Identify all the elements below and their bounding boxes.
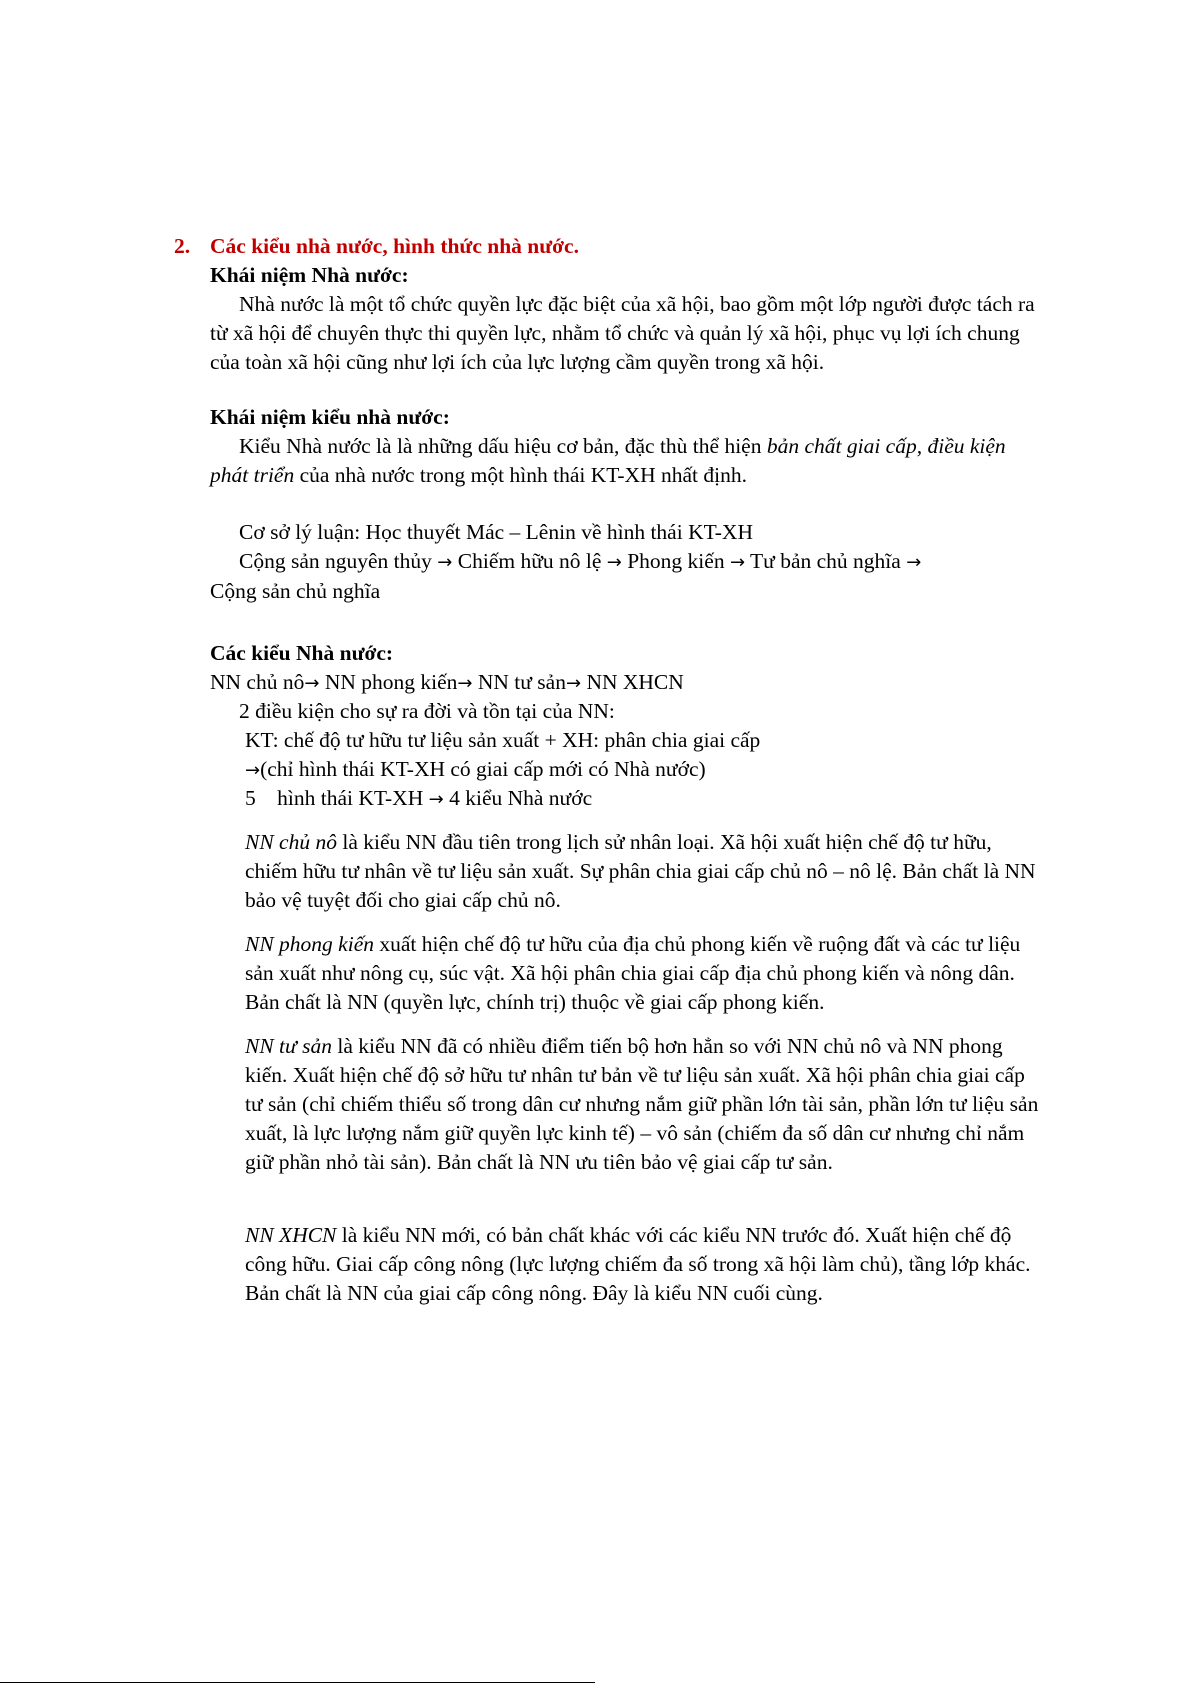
state-chain-item: NN XHCN <box>586 670 684 694</box>
section1-body: Nhà nước là một tổ chức quyền lực đặc biệt của xã hội, bao gồm một lớp người được tách ra từ xã hội để chuyên thực thi quyền lực, nhằm tổ chức và quản lý xã hội, phục vụ lợi ích chung của toàn xã hội cũng như lợi ích của lực lượng cầm quyền trong xã hội. <box>210 292 1035 374</box>
section2-body: Kiểu Nhà nước là là những dấu hiệu cơ bản, đặc thù thể hiện bản chất giai cấp, điều kiện phát triển của nhà nước trong một hình thái KT-XH nhất định. <box>210 434 1006 487</box>
chain-item: Cộng sản nguyên thủy <box>239 549 432 573</box>
arrow-right-icon: → <box>245 760 261 781</box>
type-name: NN XHCN <box>245 1223 337 1247</box>
state-chain <box>210 668 684 698</box>
heading-title: Các kiểu nhà nước, hình thức nhà nước. <box>210 234 579 258</box>
type-paragraph: NN tư sản là kiểu NN đã có nhiều điểm tiến bộ hơn hẳn so với NN chủ nô và NN phong kiến. Xuất hiện chế độ sở hữu tư nhân tư bản về tư liệu sản xuất. Xã hội phân chia giai cấp tư sản (chỉ chiếm thiểu số trong dân cư nhưng nắm giữ phần lớn tài sản, phần lớn tư liệu sản xuất, là lực lượng nắm giữ quyền lực kinh tế) – vô sản (chiếm đa số dân cư nhưng chỉ nắm giữ phần nhỏ tài sản). Bản chất là NN ưu tiên bảo vệ giai cấp tư sản. <box>245 1034 1039 1174</box>
chain-item: Phong kiến <box>627 549 725 573</box>
type-name: NN tư sản <box>245 1034 332 1058</box>
section1-title: Khái niệm Nhà nước: <box>210 263 409 287</box>
basis-line: Cơ sở lý luận: Học thuyết Mác – Lênin về hình thái KT-XH <box>239 520 753 544</box>
heading-number: 2. <box>174 234 191 258</box>
type-paragraph: NN phong kiến xuất hiện chế độ tư hữu của địa chủ phong kiến về ruộng đất và các tư liệu sản xuất như nông cụ, súc vật. Xã hội phân chia giai cấp địa chủ phong kiến và nông dân. Bản chất là NN (quyền lực, chính trị) thuộc về giai cấp phong kiến. <box>245 932 1021 1014</box>
section2-italic: bản chất giai cấp, điều kiện phát triển <box>210 434 1006 487</box>
state-chain-item: NN tư sản <box>477 670 566 694</box>
type-paragraph: NN chủ nô là kiểu NN đầu tiên trong lịch sử nhân loại. Xã hội xuất hiện chế độ tư hữu, chiếm hữu tư nhân về tư liệu sản xuất. Sự phân chia giai cấp chủ nô – nô lệ. Bản chất là NN bảo vệ tuyệt đối cho giai cấp chủ nô. <box>245 830 1036 912</box>
arrow-right-icon: → <box>457 673 473 694</box>
arrow-right-icon: → <box>606 552 622 573</box>
arrow-right-icon: → <box>437 552 453 573</box>
conclusion-line: →(chỉ hình thái KT-XH có giai cấp mới có Nhà nước) <box>245 757 706 781</box>
state-chain-item: NN phong kiến <box>324 670 458 694</box>
society-chain <box>210 547 1040 606</box>
arrow-right-icon: → <box>906 552 922 573</box>
chain-item: Chiếm hữu nô lệ <box>457 549 602 573</box>
footer-divider <box>0 1682 595 1683</box>
type-name: NN chủ nô <box>245 830 337 854</box>
conditions-title: 2 điều kiện cho sự ra đời và tồn tại của NN: <box>239 699 615 723</box>
type-name: NN phong kiến <box>245 932 374 956</box>
arrow-right-icon: → <box>565 673 582 694</box>
arrow-right-icon: → <box>304 673 320 694</box>
mapping-line: 5 hình thái KT-XH → 4 kiểu Nhà nước <box>245 786 593 810</box>
arrow-right-icon: → <box>428 789 444 810</box>
chain-item: Cộng sản chủ nghĩa <box>210 579 381 603</box>
state-chain-item: NN chủ nô <box>210 670 305 694</box>
arrow-right-icon: → <box>729 552 746 573</box>
chain-item: Tư bản chủ nghĩa <box>750 549 901 573</box>
section3-title: Các kiểu Nhà nước: <box>210 641 394 665</box>
section2-title: Khái niệm kiểu nhà nước: <box>210 405 450 429</box>
conditions-text: KT: chế độ tư hữu tư liệu sản xuất + XH: phân chia giai cấp <box>245 728 761 752</box>
type-paragraph: NN XHCN là kiểu NN mới, có bản chất khác với các kiểu NN trước đó. Xuất hiện chế độ công hữu. Giai cấp công nông (lực lượng chiếm đa số trong xã hội làm chủ), tầng lớp khác. Bản chất là NN của giai cấp công nông. Đây là kiểu NN cuối cùng. <box>245 1223 1031 1305</box>
